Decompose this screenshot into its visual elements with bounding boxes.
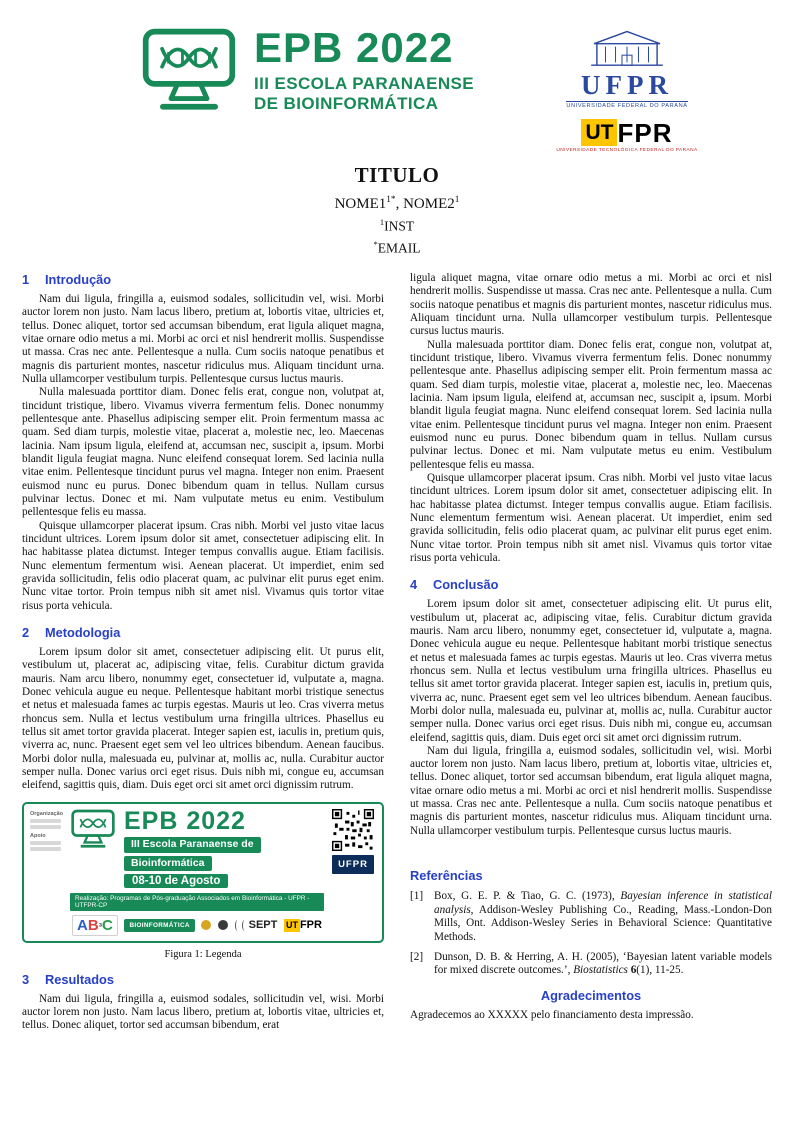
banner-subtitle-line1: III Escola Paranaense de — [124, 837, 261, 852]
supporter-logo-placeholder — [30, 847, 61, 851]
paragraph: Nulla malesuada porttitor diam. Donec felis erat, congue non, volutpat at, tincidunt tristique, libero. Vivamus viverra fermentum felis. Donec nonummy pellentesque ante. Phasellus adipiscing semper elit. Proin fermentum massa ac quam. Sed diam turpis, molestie vitae, placerat a, molestie nec, leo. Maecenas lacinia. Nam ipsum ligula, eleifend at, accumsan nec, suscipit a, ipsum. Morbi blandit ligula feugiat magna. Nunc eleifend consequat lorem. Sed lacinia nulla vitae enim. Pellentesque tincidunt purus vel magna. Integer non enim. Praesent euismod nunc eu purus. Donec bibendum quam in tellus. Nullam cursus pulvinar lectus. Donec et mi. Nam vulputate metus eu enim. Vestibulum pellentesque felis eu massa. — [410, 338, 772, 471]
ab3c-letter-c: C — [102, 916, 113, 934]
epb-monitor-dna-icon — [70, 809, 116, 849]
utfpr-logo — [556, 119, 697, 153]
epb-monitor-dna-icon — [140, 27, 238, 113]
column-right — [410, 272, 772, 1033]
sept-label: SEPT — [248, 919, 278, 932]
author-2-name: NOME2 — [403, 196, 455, 212]
reference-pre: Dunson, D. B. & Herring, A. H. (2005), ‘Bayesian latent variable models for mixed discrete outcomes.’, — [434, 950, 772, 977]
sept-arcs-icon — [235, 920, 240, 931]
two-column-body — [22, 272, 772, 1033]
banner-dates: 08-10 de Agosto — [124, 874, 228, 888]
affiliation-name: INST — [384, 218, 415, 234]
reference-volume: 6 — [630, 964, 637, 977]
section-title: Metodologia — [45, 624, 121, 640]
acknowledgements-section — [410, 988, 772, 1023]
organizer-logo-placeholder — [30, 819, 61, 823]
section-number: 3 — [22, 971, 30, 987]
ab3c-logo — [72, 915, 118, 936]
bioinformatica-logo: BIOINFORMÁTICA — [124, 919, 194, 932]
email-value: EMAIL — [377, 240, 421, 255]
acknowledgements-text: Agradecemos ao XXXXX pelo financiamento desta impressão. — [410, 1009, 694, 1022]
references-section — [410, 868, 772, 978]
page-header — [22, 22, 772, 153]
qr-code-icon — [332, 809, 374, 851]
author-2 — [403, 196, 459, 212]
ufpr-mini-logo: UFPR — [332, 855, 374, 874]
banner-organizacao-label: Organização — [30, 811, 64, 818]
banner-epb-title: EPB 2022 — [124, 807, 246, 836]
reference-italic-title: Biostatistics — [573, 964, 631, 977]
paragraph: Lorem ipsum dolor sit amet, consectetuer adipiscing elit. Ut purus elit, vestibulum ut, placerat ac, adipiscing vitae, felis. Curabitur dictum gravida mauris. Nam arcu libero, nonummy eget, consectetuer id, vulputate a, magna. Donec vehicula augue eu neque. Pellentesque habitant morbi tristique senectus et netus et malesuada fames ac turpis egestas. Mauris ut leo. Cras viverra metus rhoncus sem. Nulla et lectus vestibulum urna fringilla ultrices. Phasellus eu tellus sit amet tortor gravida placerat. Integer sapien est, iaculis in, pretium quis, viverra ac, nunc. Praesent eget sem vel leo ultrices bibendum. Aenean faucibus. Morbi dolor nulla, malesuada eu, pulvinar at, mollis ac, nulla. Curabitur auctor semper nulla. Donec varius orci eget risus. Duis nibh mi, congue eu, accumsan eleifend, sagittis quis, diam. Duis eget orci sit amet orci dignissim rutrum. — [410, 598, 772, 744]
epb-subtitle-line1: III ESCOLA PARANAENSE — [254, 74, 474, 94]
section-title: Conclusão — [433, 577, 499, 593]
paragraph: Nam dui ligula, fringilla a, euismod sodales, sollicitudin vel, wisi. Morbi auctor lorem non justo. Nam lacus libero, pretium at, lobortis vitae, ultricies et, tellus. Donec aliquet, tortor sed accumsan bibendum, erat ligula aliquet magna, vitae ornare odio metus a mi. Morbi ac orci et nisl hendrerit mollis. Suspendisse ut massa. Cras nec ante. Pellentesque a nulla. Cum sociis natoque penatibus et magnis dis parturient montes, nascetur ridiculus mus. Aliquam tincidunt urna. Nulla ullamcorper vestibulum turpis. Pellentesque cursus luctus mauris. — [22, 293, 384, 385]
banner-sponsor-logos — [70, 911, 324, 936]
ufpr-caption: UNIVERSIDADE FEDERAL DO PARANÁ — [566, 103, 688, 109]
utfpr-caption: UNIVERSIDADE TECNOLÓGICA FEDERAL DO PARANÁ — [556, 148, 698, 153]
section-heading-introducao — [22, 272, 384, 287]
epb-subtitle — [254, 74, 474, 115]
epb-title: EPB 2022 — [254, 24, 454, 71]
author-1-name: NOME1 — [334, 196, 387, 212]
epb-brand — [140, 26, 474, 115]
title-block — [22, 163, 772, 256]
ufpr-acronym: UFPR — [581, 70, 673, 100]
epb-brand-text — [254, 26, 474, 115]
partner-logo-icon — [218, 920, 228, 930]
section-title: Introdução — [45, 272, 112, 287]
section-heading-metodologia — [22, 625, 384, 640]
column-left — [22, 272, 384, 1033]
author-1-sup: 1* — [386, 195, 396, 205]
paragraph: Nam dui ligula, fringilla a, euismod sodales, sollicitudin vel, wisi. Morbi auctor lorem non justo. Nam lacus libero, pretium at, lobortis vitae, ultricies et, tellus. Donec aliquet, tortor sed accumsan bibendum, erat ligula aliquet magna, vitae ornare odio metus a mi. Morbi ac orci et nisl hendrerit mollis. Suspendisse ut massa. Cras nec ante. Pellentesque a nulla. Cum sociis natoque penatibus et magnis dis parturient montes, nascetur ridiculus mus. Aliquam tincidunt urna. Nulla ullamcorper vestibulum turpis. Pellentesque cursus luctus mauris. — [410, 744, 772, 837]
banner-subtitle-line2: Bioinformática — [124, 856, 212, 871]
utfpr-mini-yellow-box: UT — [285, 919, 298, 930]
partner-logo-icon — [201, 920, 211, 930]
author-1 — [335, 196, 396, 212]
university-logos — [552, 26, 702, 153]
figure-caption: Figura 1: Legenda — [164, 948, 242, 960]
authors-separator: , — [395, 196, 404, 212]
banner-title-block — [124, 809, 261, 887]
supporter-logo-placeholder — [30, 841, 61, 845]
paragraph-continuation: ligula aliquet magna, vitae ornare odio metus a mi. Morbi ac orci et nisl hendrerit mollis. Suspendisse ut massa. Cras nec ante. Pellentesque a nulla. Cum sociis natoque penatibus et magnis dis parturient montes, nascetur ridiculus mus. Aliquam tincidunt urna. Nulla ullamcorper vestibulum turpis. Pellentesque cursus luctus mauris. — [410, 272, 772, 338]
banner-top-row — [70, 809, 324, 887]
paragraph: Quisque ullamcorper placerat ipsum. Cras nibh. Morbi vel justo vitae lacus tincidunt ultrices. Lorem ipsum dolor sit amet, consectetuer adipiscing elit. In hac habitasse platea dictumst. Integer tempus convallis augue. Etiam facilisis. Nunc elementum fermentum wisi. Aenean placerat. Ut imperdiet, enim sed gravida sollicitudin, felis odio placerat quam, ac pulvinar elit purus eget enim. Nunc vitae tortor. Proin tempus nibh sit amet nisl. Vivamus quis tortor vitae risus porta vehicula. — [410, 471, 772, 564]
banner-center — [70, 809, 324, 935]
reference-item — [410, 890, 772, 945]
sept-arcs-icon — [242, 920, 247, 931]
utfpr-mini-rest: FPR — [299, 919, 322, 932]
reference-post: (1), 11-25. — [636, 964, 684, 977]
ab3c-letter-b: B — [87, 916, 99, 934]
epb-subtitle-line2: DE BIOINFORMÁTICA — [254, 94, 439, 114]
section-heading-resultados — [22, 972, 384, 987]
utfpr-yellow-box: UT — [581, 119, 617, 146]
section-number: 1 — [22, 272, 30, 287]
ufpr-logo — [566, 26, 687, 109]
sept-logo — [235, 919, 278, 931]
section-heading-conclusao — [410, 577, 772, 592]
utfpr-mini-logo — [284, 919, 322, 932]
section-number: 2 — [22, 624, 30, 640]
banner-credits-column — [30, 809, 64, 935]
email-line — [22, 240, 772, 257]
section-number: 4 — [410, 577, 418, 593]
paragraph: Quisque ullamcorper placerat ipsum. Cras nibh. Morbi vel justo vitae lacus tincidunt ultrices. Lorem ipsum dolor sit amet, consectetuer adipiscing elit. In hac habitasse platea dictumst. Integer tempus convallis augue. Etiam facilisis. Nunc elementum fermentum wisi. Aenean placerat. Ut imperdiet, enim sed gravida sollicitudin, felis odio placerat quam, ac pulvinar elit purus eget enim. Nunc vitae tortor. Proin tempus nibh sit amet nisl. Vivamus quis tortor vitae risus porta vehicula. — [22, 519, 384, 612]
reference-italic-title: Bayesian inference in statistical analysis — [434, 890, 772, 916]
authors-line — [22, 195, 772, 213]
email-sup: * — [373, 239, 378, 249]
banner-right-column — [330, 809, 376, 935]
references-heading: Referências — [410, 868, 483, 884]
affiliation-line — [22, 218, 772, 235]
reference-text — [434, 951, 772, 978]
reference-label: [1] — [410, 890, 424, 903]
reference-item — [410, 951, 772, 978]
author-2-sup: 1 — [454, 195, 460, 205]
affiliation-sup: 1 — [379, 218, 385, 227]
acknowledgements-heading: Agradecimentos — [540, 988, 642, 1004]
paragraph: Lorem ipsum dolor sit amet, consectetuer adipiscing elit. Ut purus elit, vestibulum ut, placerat ac, adipiscing vitae, felis. Curabitur dictum gravida mauris. Nam arcu libero, nonummy eget, consectetuer id, vulputate a, magna. Donec vehicula augue eu neque. Pellentesque habitant morbi tristique senectus et netus et malesuada fames ac turpis egestas. Mauris ut leo. Cras viverra metus rhoncus sem. Nulla et lectus vestibulum urna fringilla ultrices. Phasellus eu tellus sit amet tortor gravida placerat. Integer sapien est, iaculis in, pretium quis, viverra ac, nunc. Praesent eget sem vel leo ultrices bibendum. Aenean faucibus. Morbi dolor nulla, malesuada eu, pulvinar at, mollis ac, nulla. Curabitur auctor semper nulla. Donec varius orci eget risus. Duis nibh mi, congue eu, accumsan eleifend, sagittis quis, diam. Duis eget orci sit amet orci dignissim rutrum. — [22, 645, 384, 792]
section-title: Resultados — [45, 971, 114, 987]
figure-1 — [22, 802, 384, 959]
ab3c-letter-a: A — [77, 916, 88, 934]
ab3c-letter-3: ³ — [98, 921, 103, 933]
paragraph: Nulla malesuada porttitor diam. Donec felis erat, congue non, volutpat at, tincidunt tristique, libero. Vivamus viverra fermentum felis. Donec nonummy pellentesque ante. Phasellus adipiscing semper elit. Proin fermentum massa ac quam. Sed diam turpis, molestie vitae, placerat a, molestie nec, leo. Maecenas lacinia. Nam ipsum ligula, eleifend at, accumsan nec, suscipit a, ipsum. Morbi blandit ligula feugiat magna. Nunc eleifend consequat lorem. Sed lacinia nulla vitae enim. Pellentesque tincidunt purus vel magna. Integer non enim. Praesent euismod nunc eu purus. Donec bibendum quam in tellus. Nullam cursus pulvinar lectus. Donec et mi. Nam vulputate metus eu enim. Vestibulum pellentesque felis eu massa. — [22, 386, 384, 519]
paragraph: Nam dui ligula, fringilla a, euismod sodales, sollicitudin vel, wisi. Morbi auctor lorem non justo. Nam lacus libero, pretium at, lobortis vitae, ultricies et, tellus. Donec aliquet, tortor sed accumsan bibendum, erat — [22, 992, 384, 1032]
reference-label: [2] — [410, 950, 424, 963]
reference-pre: Box, G. E. P. & Tiao, G. C. (1973), — [434, 890, 621, 903]
organizer-logo-placeholder — [30, 825, 61, 829]
reference-post: , Addison-Wesley Publishing Co., Reading, Mass.-London-Don Mills, Ont. Addison-Wesley Series in Behavioral Science: Quantitative Methods. — [434, 903, 772, 944]
utfpr-acronym-rest: FPR — [617, 117, 673, 148]
ufpr-building-icon — [584, 26, 670, 70]
utfpr-acronym — [581, 119, 672, 146]
banner-apoio-label: Apoio — [30, 833, 46, 840]
figure-banner-image — [22, 802, 384, 942]
banner-realizacao-strip: Realização: Programas de Pós-graduação Associados em Bioinformática - UFPR - UTFPR-CP — [70, 893, 324, 911]
paper-title: TITULO — [354, 163, 440, 187]
reference-text — [434, 890, 772, 945]
